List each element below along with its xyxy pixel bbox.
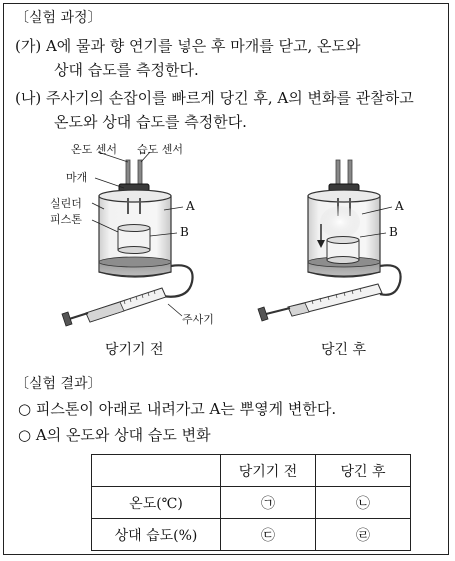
label-a-right: A xyxy=(395,199,404,213)
humidity-sensor-label: 습도 센서 xyxy=(137,143,184,156)
cylinder-label: 실린더 xyxy=(50,197,82,210)
piston-label: 피스톤 xyxy=(50,213,82,226)
cell-humidity-after: ㉣ xyxy=(316,519,411,551)
row-label-temperature: 온도(℃) xyxy=(92,487,221,519)
label-b-left: B xyxy=(180,225,189,239)
syringe-after xyxy=(258,284,382,321)
table-row xyxy=(92,519,411,551)
table-row xyxy=(92,487,411,519)
step-na-line2: 온도와 상대 습도를 측정한다. xyxy=(54,113,247,131)
results-heading: 〔실험 결과〕 xyxy=(15,376,102,392)
observation-2: ○ A의 온도와 상대 습도 변화 xyxy=(18,426,211,444)
cell-temp-before: ㉠ xyxy=(221,487,316,519)
caption-after: 당긴 후 xyxy=(321,342,367,358)
step-ga-line2: 상대 습도를 측정한다. xyxy=(54,61,199,79)
observation-1: ○ 피스톤이 아래로 내려가고 A는 뿌옇게 변한다. xyxy=(18,400,337,418)
syringe-before xyxy=(62,288,166,326)
results-table xyxy=(91,454,411,551)
humidity-sensor-probe xyxy=(138,160,142,186)
step-ga-line1: (가) A에 물과 향 연기를 넣은 후 마개를 닫고, 온도와 xyxy=(15,37,361,55)
table-header-after: 당긴 후 xyxy=(316,455,411,487)
label-a-left: A xyxy=(186,199,195,213)
caption-before: 당기기 전 xyxy=(105,342,164,358)
procedure-heading: 〔실험 과정〕 xyxy=(15,10,102,26)
table-header-before: 당기기 전 xyxy=(221,455,316,487)
label-b-right: B xyxy=(389,225,398,239)
table-header-row xyxy=(92,455,411,487)
apparatus-after xyxy=(258,160,401,321)
temp-sensor-probe xyxy=(126,160,130,186)
syringe-label: 주사기 xyxy=(182,313,214,326)
cell-humidity-before: ㉢ xyxy=(221,519,316,551)
table-header-empty xyxy=(92,455,221,487)
cell-temp-after: ㉡ xyxy=(316,487,411,519)
row-label-humidity: 상대 습도(%) xyxy=(92,519,221,551)
step-na-line1: (나) 주사기의 손잡이를 빠르게 당긴 후, A의 변화를 관찰하고 xyxy=(15,89,414,107)
temp-sensor-label: 온도 센서 xyxy=(71,143,118,156)
stopper-label: 마개 xyxy=(66,171,88,184)
